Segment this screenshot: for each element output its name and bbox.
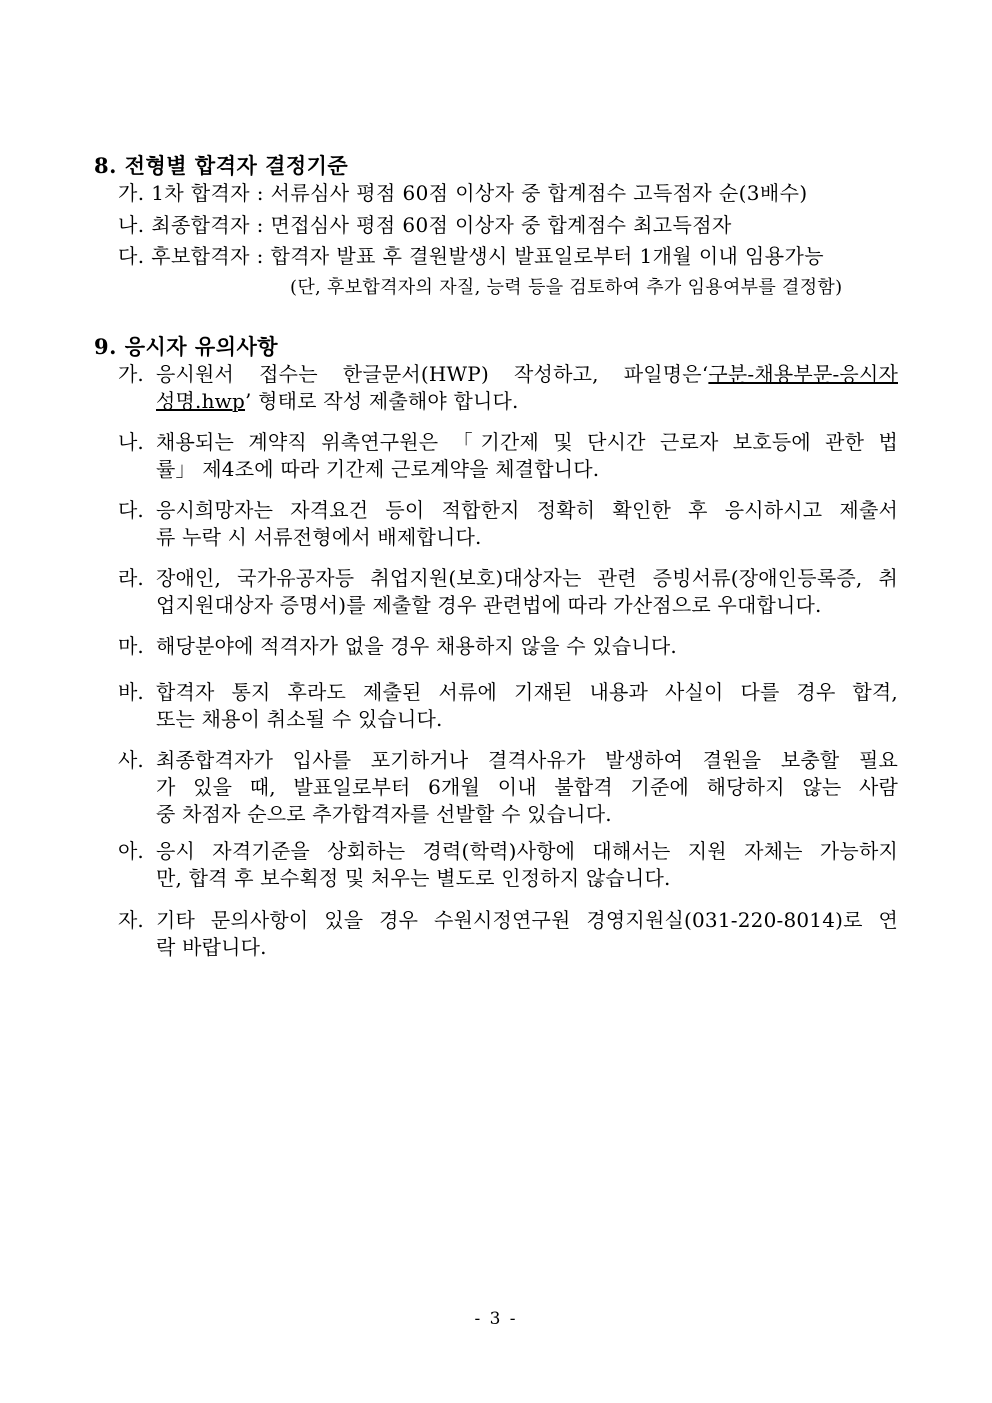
notice-item [118, 565, 898, 619]
item-marker: 자. [118, 908, 144, 932]
notice-item [118, 633, 898, 660]
item-line: 가 있을 때, 발표일로부터 6개월 이내 불합격 기준에 해당하지 않는 사람 [156, 775, 898, 799]
item-marker: 마. [118, 634, 144, 658]
criteria-row-final-pass: 나. 최종합격자 : 면접심사 평점 60점 이상자 중 합계점수 최고득점자 [118, 213, 732, 237]
item-line: 응시 자격기준을 상회하는 경력(학력)사항에 대해서는 지원 자체는 가능하지 [156, 839, 898, 863]
item-line: 응시원서 접수는 한글문서(HWP) 작성하고, 파일명은‘구분-채용부문-응시자 [156, 362, 898, 386]
notice-item [118, 497, 898, 551]
item-marker: 가. [118, 362, 144, 386]
item-line: 합격자 통지 후라도 제출된 서류에 기재된 내용과 사실이 다를 경우 합격, [156, 680, 898, 704]
notice-item [118, 907, 898, 961]
item-line: 또는 채용이 취소될 수 있습니다. [156, 707, 443, 731]
item-marker: 바. [118, 680, 144, 704]
notice-item [118, 747, 898, 828]
filename-format: 구분-채용부문-응시자 [708, 362, 898, 386]
item-marker: 다. [118, 498, 144, 522]
notice-item [118, 429, 898, 483]
page-number: - 3 - [474, 1309, 518, 1329]
filename-format: 성명.hwp [156, 389, 246, 413]
notice-item [118, 361, 898, 415]
item-line: 업지원대상자 증명서)를 제출할 경우 관련법에 따라 가산점으로 우대합니다. [156, 593, 822, 617]
notice-item [118, 679, 898, 733]
item-line: 중 차점자 순으로 추가합격자를 선발할 수 있습니다. [156, 802, 612, 826]
item-line: 장애인, 국가유공자등 취업지원(보호)대상자는 관련 증빙서류(장애인등록증, 취 [156, 566, 898, 590]
item-line: 률」 제4조에 따라 기간제 근로계약을 체결합니다. [156, 457, 600, 481]
item-line: 해당분야에 적격자가 없을 경우 채용하지 않을 수 있습니다. [156, 634, 677, 658]
item-line: 류 누락 시 서류전형에서 배제합니다. [156, 525, 482, 549]
item-line: 최종합격자가 입사를 포기하거나 결격사유가 발생하여 결원을 보충할 필요 [156, 748, 898, 772]
item-marker: 사. [118, 748, 144, 772]
item-line: 락 바랍니다. [156, 935, 267, 959]
item-marker: 아. [118, 839, 144, 863]
notice-item [118, 838, 898, 892]
item-marker: 나. [118, 430, 144, 454]
item-line: 성명.hwp’ 형태로 작성 제출해야 합니다. [156, 389, 519, 413]
criteria-note: (단, 후보합격자의 자질, 능력 등을 검토하여 추가 임용여부를 결정함) [290, 277, 843, 298]
item-line: 만, 합격 후 보수획정 및 처우는 별도로 인정하지 않습니다. [156, 866, 671, 890]
section-8-title: 8. 전형별 합격자 결정기준 [94, 153, 349, 178]
item-line: 응시희망자는 자격요건 등이 적합한지 정확히 확인한 후 응시하시고 제출서 [156, 498, 898, 522]
criteria-row-reserve-pass: 다. 후보합격자 : 합격자 발표 후 결원발생시 발표일로부터 1개월 이내 임용가능 [118, 244, 824, 268]
item-line: 기타 문의사항이 있을 경우 수원시정연구원 경영지원실(031-220-8014)로 연 [156, 908, 898, 932]
item-line: 채용되는 계약직 위촉연구원은 「기간제 및 단시간 근로자 보호등에 관한 법 [156, 430, 898, 454]
criteria-row-first-pass: 가. 1차 합격자 : 서류심사 평점 60점 이상자 중 합계점수 고득점자 순(3배수) [118, 181, 808, 205]
section-9-title: 9. 응시자 유의사항 [94, 334, 279, 359]
item-marker: 라. [118, 566, 144, 590]
